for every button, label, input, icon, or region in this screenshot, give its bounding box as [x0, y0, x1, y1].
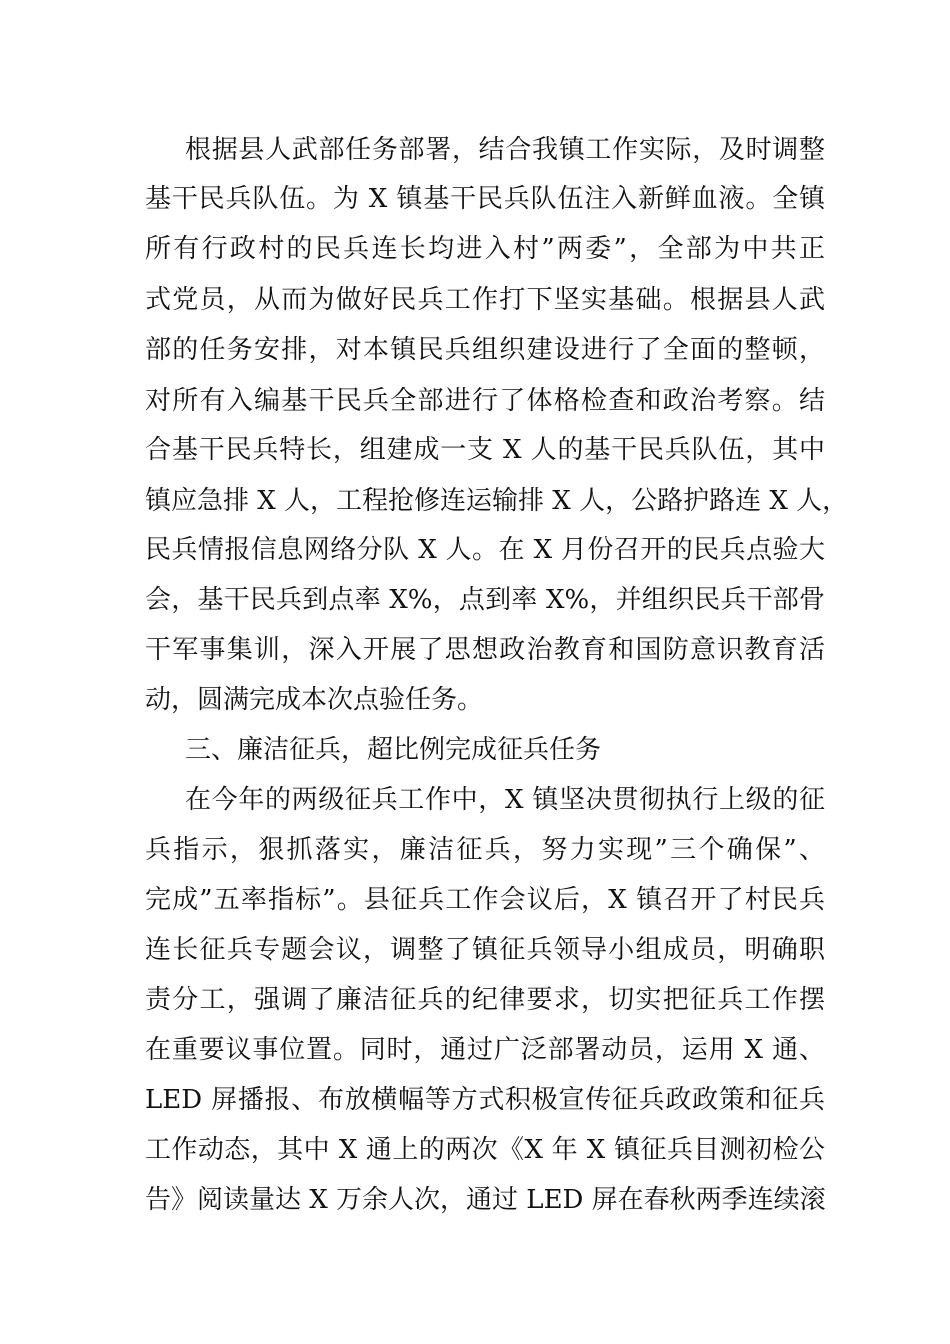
paragraph-line: 部的任务安排，对本镇民兵组织建设进行了全面的整顿， — [145, 335, 825, 365]
paragraph-line: 式党员，从而为做好民兵工作打下坚实基础。根据县人武 — [145, 285, 825, 315]
paragraph-line: 干军事集训，深入开展了思想政治教育和国防意识教育活 — [145, 635, 825, 665]
paragraph-line: LED 屏播报、布放横幅等方式积极宣传征兵政政策和征兵 — [145, 1085, 825, 1115]
section-heading: 三、廉洁征兵，超比例完成征兵任务 — [185, 735, 602, 765]
paragraph-line: 所有行政村的民兵连长均进入村”两委”，全部为中共正 — [145, 234, 825, 264]
paragraph-line: 会，基干民兵到点率 X%，点到率 X%，并组织民兵干部骨 — [145, 585, 825, 615]
paragraph-line: 在重要议事位置。同时，通过广泛部署动员，运用 X 通、 — [145, 1035, 825, 1065]
paragraph-line: 告》阅读量达 X 万余人次，通过 LED 屏在春秋两季连续滚 — [145, 1185, 826, 1215]
paragraph-line: 镇应急排 X 人，工程抢修连运输排 X 人，公路护路连 X 人， — [145, 486, 849, 516]
paragraph-line: 连长征兵专题会议，调整了镇征兵领导小组成员，明确职 — [145, 935, 825, 965]
paragraph-line: 基干民兵队伍。为 X 镇基干民兵队伍注入新鲜血液。全镇 — [145, 184, 825, 214]
paragraph-line: 合基干民兵特长，组建成一支 X 人的基干民兵队伍，其中 — [145, 435, 825, 465]
paragraph-line: 对所有入编基干民兵全部进行了体格检查和政治考察。结 — [145, 386, 825, 416]
paragraph-line: 兵指示，狠抓落实，廉洁征兵，努力实现”三个确保”、 — [145, 835, 825, 865]
paragraph-line: 民兵情报信息网络分队 X 人。在 X 月份召开的民兵点验大 — [145, 535, 825, 565]
paragraph-line: 在今年的两级征兵工作中，X 镇坚决贯彻执行上级的征 — [185, 785, 825, 815]
paragraph-line: 完成”五率指标”。县征兵工作会议后，X 镇召开了村民兵 — [145, 885, 825, 915]
paragraph-line: 动，圆满完成本次点验任务。 — [145, 685, 484, 715]
paragraph-line: 根据县人武部任务部署，结合我镇工作实际，及时调整 — [185, 135, 825, 165]
paragraph-line: 工作动态，其中 X 通上的两次《X 年 X 镇征兵目测初检公 — [145, 1135, 825, 1165]
paragraph-line: 责分工，强调了廉洁征兵的纪律要求，切实把征兵工作摆 — [145, 985, 825, 1015]
